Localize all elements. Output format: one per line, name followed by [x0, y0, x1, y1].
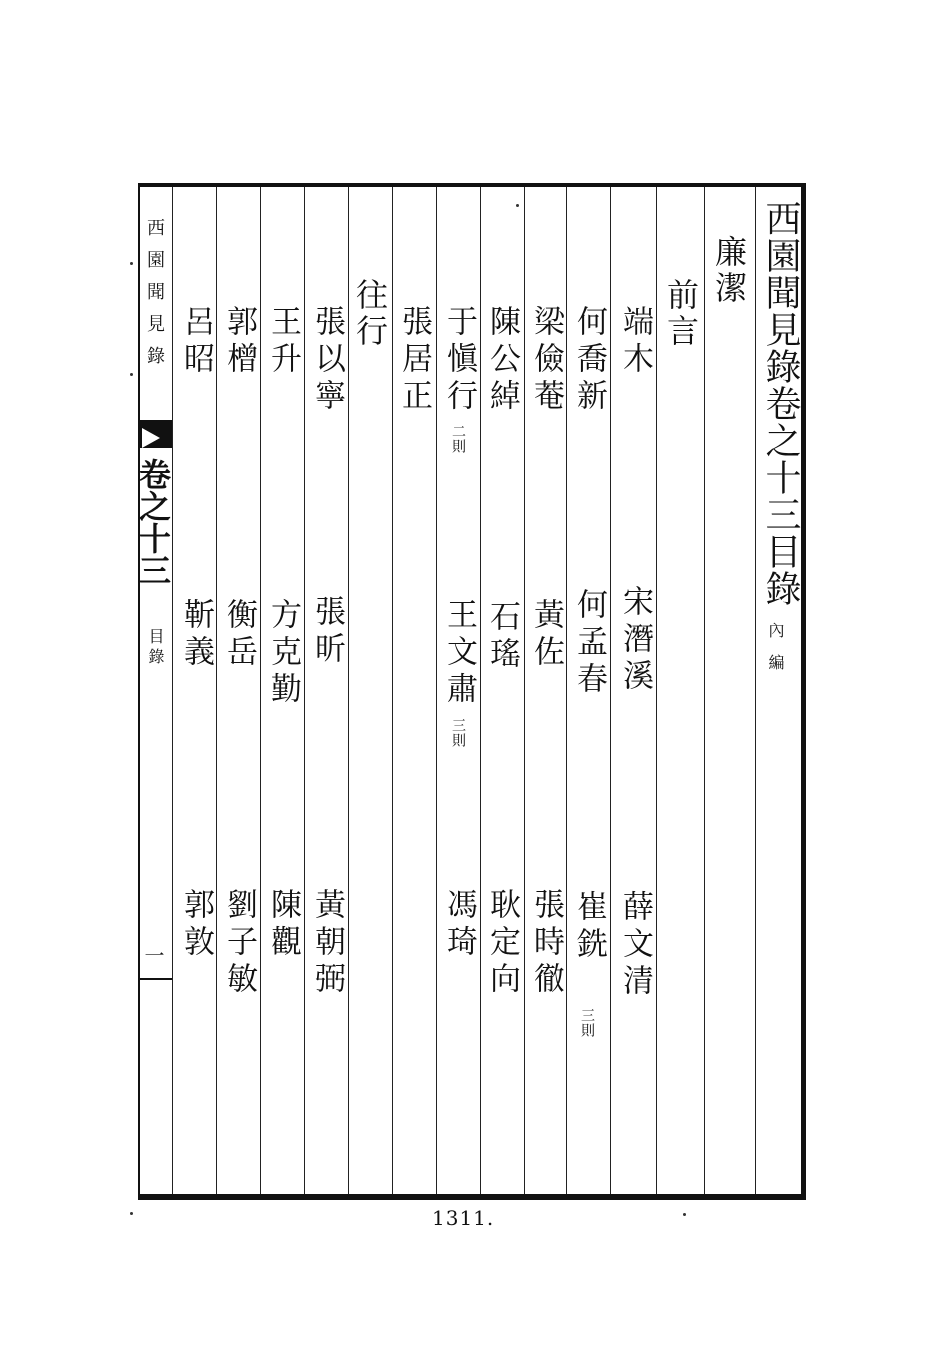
gutter-bracket — [138, 978, 172, 1200]
column-rule — [172, 187, 173, 1194]
category-heading: 前言 — [662, 278, 700, 350]
entry-name: 于愼行 — [441, 305, 477, 416]
entry-name: 石瑤 — [484, 600, 520, 674]
entry-name: 王文肅 — [441, 598, 477, 709]
entry-name: 梁儉菴 — [528, 305, 564, 416]
column-rule — [656, 187, 657, 1194]
gutter-leaf: 一 — [141, 945, 165, 965]
column-rule — [610, 187, 611, 1194]
entry-name: 王升 — [265, 305, 301, 379]
entry-note: 三則 — [579, 1008, 595, 1038]
entry-name: 何喬新 — [571, 305, 607, 416]
column-rule — [260, 187, 261, 1194]
entry-name: 陳公綽 — [484, 305, 520, 416]
column-rule — [436, 187, 437, 1194]
entry-name: 宋潛溪 — [617, 585, 653, 696]
entry-name: 張居正 — [396, 305, 432, 416]
entry-note: 二則 — [450, 424, 466, 454]
entry-name: 靳義 — [178, 598, 214, 672]
column-rule — [348, 187, 349, 1194]
column-rule — [566, 187, 567, 1194]
entry-name: 黃佐 — [528, 598, 564, 672]
column-rule — [524, 187, 525, 1194]
scan-speck — [130, 262, 133, 265]
entry-name: 張昕 — [309, 595, 345, 669]
entry-name: 郭橧 — [221, 305, 257, 379]
scan-speck — [683, 1213, 686, 1216]
entry-name: 馮琦 — [441, 888, 477, 962]
scan-speck — [130, 1212, 133, 1215]
fish-tail-mark — [138, 420, 172, 448]
entry-name: 薛文清 — [617, 890, 653, 1001]
entry-name: 陳觀 — [265, 888, 301, 962]
entry-name: 何孟春 — [571, 588, 607, 699]
entry-name: 端木 — [617, 305, 653, 379]
entry-note: 三則 — [450, 718, 466, 748]
entry-name: 張時徹 — [528, 888, 564, 999]
entry-name: 劉子敏 — [221, 888, 257, 999]
scan-speck — [516, 204, 519, 207]
entry-name: 耿定向 — [484, 888, 520, 999]
gutter-book-title: 西園聞見錄 — [144, 218, 165, 378]
gutter-section: 目錄 — [146, 628, 165, 668]
page-title: 西園聞見錄卷之十三目錄 — [760, 200, 801, 607]
column-rule — [755, 187, 756, 1194]
gutter-volume: 卷之十三 — [134, 458, 172, 586]
category-heading: 往行 — [351, 278, 389, 350]
page-subtitle: 內編 — [766, 622, 785, 686]
entry-name: 衡岳 — [221, 598, 257, 672]
entry-name: 方克勤 — [265, 598, 301, 709]
page-number: 1311. — [432, 1206, 495, 1230]
entry-name: 張以寧 — [309, 305, 345, 416]
entry-name: 呂昭 — [178, 305, 214, 379]
column-rule — [480, 187, 481, 1194]
entry-name: 黃朝弼 — [309, 888, 345, 999]
entry-name: 郭敦 — [178, 888, 214, 962]
column-rule — [392, 187, 393, 1194]
column-rule — [704, 187, 705, 1194]
column-rule — [304, 187, 305, 1194]
category-heading: 廉潔 — [710, 235, 748, 307]
scan-speck — [130, 373, 133, 376]
column-rule — [216, 187, 217, 1194]
entry-name: 崔銑 — [571, 890, 607, 964]
